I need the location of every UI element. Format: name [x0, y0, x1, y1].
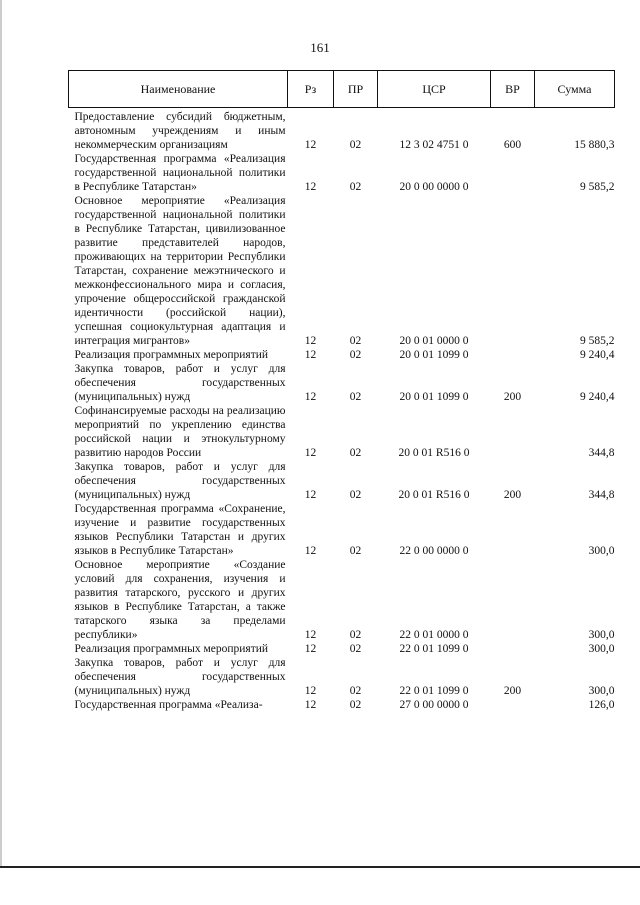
cell-sum: 9 585,2 — [580, 335, 615, 347]
cell-name: Основное мероприятие «Создание условий для сохранения, изучения и развития татарского, русского и других языков в Республике Татарстан, а также татарского языка за пределами республики» — [74, 559, 286, 641]
table-row — [69, 348, 615, 362]
cell-vr — [491, 698, 535, 712]
cell-rz: 12 — [304, 699, 317, 711]
cell-csr: 22 0 01 1099 0 — [399, 643, 469, 655]
budget-table — [68, 70, 615, 712]
cell-rz: 12 — [304, 391, 317, 403]
table-row — [69, 152, 615, 194]
cell-pr: 02 — [349, 181, 362, 193]
cell-rz: 12 — [304, 447, 317, 459]
table-row — [69, 362, 615, 404]
cell-sum: 300,0 — [588, 545, 615, 557]
cell-csr: 22 0 01 0000 0 — [399, 629, 469, 641]
cell-csr: 20 0 01 R516 0 — [398, 489, 470, 501]
cell-csr: 20 0 01 1099 0 — [399, 391, 469, 403]
cell-pr: 02 — [349, 545, 362, 557]
cell-pr: 02 — [349, 685, 362, 697]
cell-name: Государственная программа «Реализа- — [74, 699, 263, 711]
header-pr: ПР — [334, 71, 378, 108]
cell-vr: 600 — [503, 139, 522, 151]
cell-pr: 02 — [349, 349, 362, 361]
cell-sum: 300,0 — [588, 685, 615, 697]
cell-vr — [491, 194, 535, 348]
cell-pr: 02 — [349, 489, 362, 501]
table-body — [69, 108, 615, 713]
cell-csr: 27 0 00 0000 0 — [399, 699, 469, 711]
cell-pr: 02 — [349, 447, 362, 459]
cell-rz: 12 — [304, 335, 317, 347]
cell-name: Закупка товаров, работ и услуг для обеспечения государственных (муниципальных) нужд — [74, 363, 286, 403]
table-row — [69, 698, 615, 712]
table-row — [69, 656, 615, 698]
cell-rz: 12 — [304, 139, 317, 151]
cell-name: Софинансируемые расходы на реализацию мероприятий по укреплению единства российской нации и этнокультурному развитию народов России — [74, 405, 286, 459]
scan-bottom-edge — [0, 866, 640, 868]
cell-csr: 20 0 01 R516 0 — [398, 447, 470, 459]
cell-name: Закупка товаров, работ и услуг для обеспечения государственных (муниципальных) нужд — [74, 461, 286, 501]
header-csr: ЦСР — [378, 71, 491, 108]
cell-name: Реализация программных мероприятий — [74, 643, 269, 655]
cell-csr: 20 0 00 0000 0 — [399, 181, 469, 193]
table-row — [69, 460, 615, 502]
cell-vr — [491, 152, 535, 194]
cell-csr: 20 0 01 1099 0 — [399, 349, 469, 361]
header-sum: Сумма — [535, 71, 615, 108]
header-name: Наименование — [69, 71, 288, 108]
table-row — [69, 194, 615, 348]
cell-pr: 02 — [349, 629, 362, 641]
cell-name: Закупка товаров, работ и услуг для обеспечения государственных (муниципальных) нужд — [74, 657, 286, 697]
table-row — [69, 502, 615, 558]
cell-rz: 12 — [304, 629, 317, 641]
cell-rz: 12 — [304, 489, 317, 501]
cell-sum: 300,0 — [588, 643, 615, 655]
cell-sum: 9 585,2 — [580, 181, 615, 193]
cell-name: Реализация программных мероприятий — [74, 349, 269, 361]
cell-vr — [491, 502, 535, 558]
cell-csr: 22 0 01 1099 0 — [399, 685, 469, 697]
table-row — [69, 558, 615, 642]
header-vr: ВР — [491, 71, 535, 108]
cell-rz: 12 — [304, 685, 317, 697]
cell-rz: 12 — [304, 545, 317, 557]
cell-vr: 200 — [503, 391, 522, 403]
cell-name: Государственная программа «Реализация государственной национальной политики в Республике Татарстан» — [74, 153, 286, 193]
cell-sum: 344,8 — [588, 447, 615, 459]
cell-pr: 02 — [349, 139, 362, 151]
cell-rz: 12 — [304, 349, 317, 361]
cell-pr: 02 — [349, 643, 362, 655]
cell-vr: 200 — [503, 489, 522, 501]
cell-name: Предоставление субсидий бюджетным, автономным учреждениям и иным некоммерческим организациям — [74, 111, 286, 151]
cell-csr: 22 0 00 0000 0 — [399, 545, 469, 557]
cell-name: Основное мероприятие «Реализация государственной национальной политики в Республике Татарстан, цивилизованное развитие представителей народов, проживающих на территории Республики Татарстан, сохранение межэтнического и межконфессионального мира и согласия, упрочение общероссийской гражданской идентичности (российской нации), успешная социокультурная адаптация и интеграция мигрантов» — [74, 195, 286, 347]
cell-csr: 20 0 01 0000 0 — [399, 335, 469, 347]
cell-sum: 15 880,3 — [574, 139, 615, 151]
cell-vr: 200 — [503, 685, 522, 697]
scan-left-edge — [0, 0, 2, 868]
cell-pr: 02 — [349, 699, 362, 711]
cell-sum: 300,0 — [588, 629, 615, 641]
cell-vr — [491, 558, 535, 642]
table-row — [69, 404, 615, 460]
cell-vr — [491, 642, 535, 656]
table-row — [69, 642, 615, 656]
cell-rz: 12 — [304, 643, 317, 655]
cell-vr — [491, 348, 535, 362]
cell-sum: 9 240,4 — [580, 391, 615, 403]
cell-pr: 02 — [349, 391, 362, 403]
table-row — [69, 108, 615, 153]
cell-pr: 02 — [349, 335, 362, 347]
cell-sum: 126,0 — [588, 699, 615, 711]
cell-sum: 344,8 — [588, 489, 615, 501]
cell-csr: 12 3 02 4751 0 — [399, 139, 469, 151]
page-number: 161 — [310, 40, 330, 55]
header-rz: Рз — [288, 71, 334, 108]
cell-vr — [491, 404, 535, 460]
table-header-row — [69, 71, 615, 108]
cell-sum: 9 240,4 — [580, 349, 615, 361]
cell-rz: 12 — [304, 181, 317, 193]
cell-name: Государственная программа «Сохранение, изучение и развитие государственных языков Республики Татарстан и других языков в Республике Татарстан» — [74, 503, 286, 557]
